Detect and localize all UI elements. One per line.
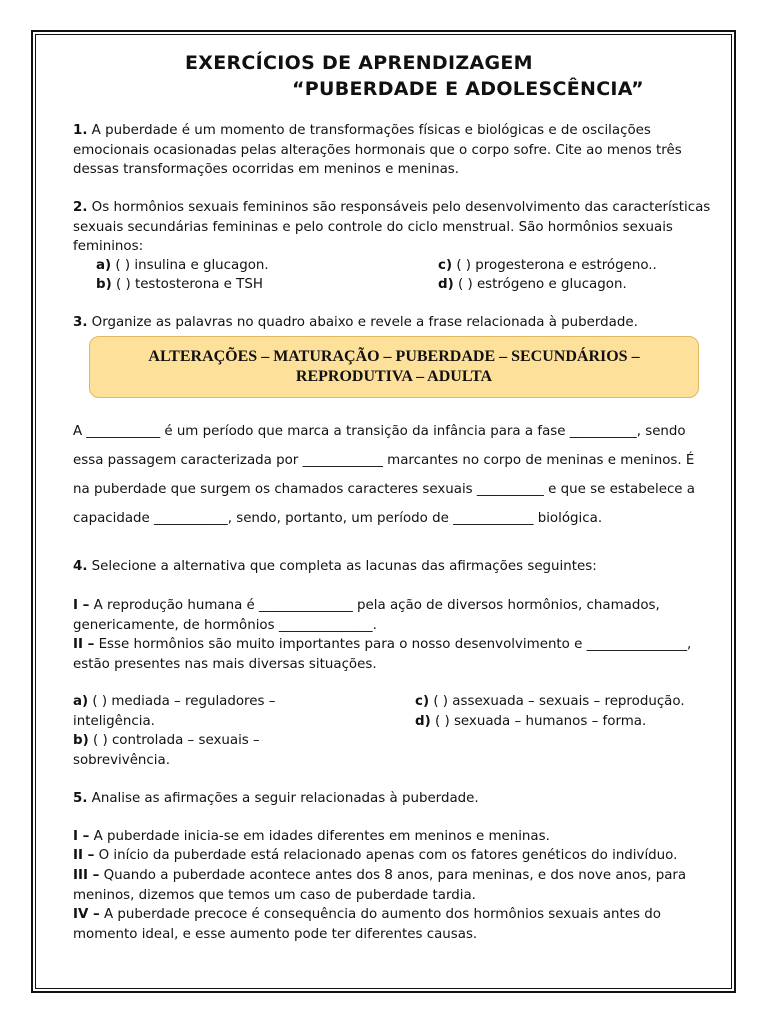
q4-option-d-letter: d) (415, 714, 431, 729)
q2-option-a-text: ( ) insulina e glucagon. (115, 258, 269, 273)
q5-statement-iv (73, 905, 718, 944)
q2-option-b-letter: b) (96, 277, 112, 292)
question-3-text: Organize as palavras no quadro abaixo e revele a frase relacionada à puberdade. (91, 315, 638, 330)
q5-statement-ii-label: II – (73, 848, 95, 863)
q4-statement-ii-label: II – (73, 637, 95, 652)
question-3 (73, 313, 718, 333)
q4-option-d-text: ( ) sexuada – humanos – forma. (434, 714, 647, 729)
q5-statement-ii-text: O início da puberdade está relacionado apenas com os fatores genéticos do indivíduo. (98, 848, 678, 863)
q2-option-c-text: ( ) progesterona e estrógeno.. (456, 258, 657, 273)
fill-line-1: A ___________ é um período que marca a transição da infância para a fase __________, sendo (73, 424, 686, 439)
question-2-text: Os hormônios sexuais femininos são responsáveis pelo desenvolvimento das características sexuais secundárias femininas e pelo controle do ciclo menstrual. São hormônios sexuais femininos: (73, 200, 711, 255)
q5-statement-iv-text: A puberdade precoce é consequência do aumento dos hormônios sexuais antes do momento ideal, e esse aumento pode ter diferentes causas. (73, 907, 661, 942)
q4-option-a-letter: a) (73, 694, 89, 709)
word-box-line-1: ALTERAÇÕES – MATURAÇÃO – PUBERDADE – SECUNDÁRIOS – (148, 348, 640, 365)
question-3-number: 3. (73, 315, 88, 330)
question-4 (73, 557, 718, 577)
q4-option-b-text: ( ) controlada – sexuais – sobrevivência. (73, 733, 260, 768)
q4-option-d[interactable] (415, 712, 646, 732)
q4-option-c-text: ( ) assexuada – sexuais – reprodução. (433, 694, 685, 709)
q2-option-d-letter: d) (438, 277, 454, 292)
q2-option-c-letter: c) (438, 258, 453, 273)
q5-statement-iii-text: Quando a puberdade acontece antes dos 8 anos, para meninas, e dos nove anos, para meninos, dizemos que temos um caso de puberdade tardia. (73, 868, 687, 903)
q5-statement-ii (73, 846, 718, 866)
q5-statement-i-label: I – (73, 829, 90, 844)
title-line-2: “PUBERDADE E ADOLESCÊNCIA” (292, 78, 644, 100)
fill-line-3: na puberdade que surgem os chamados caracteres sexuais __________ e que se estabelece a (73, 482, 696, 497)
q2-option-d-text: ( ) estrógeno e glucagon. (457, 277, 627, 292)
q5-statement-i (73, 827, 718, 847)
word-box-line-2: REPRODUTIVA – ADULTA (295, 368, 493, 385)
q4-statement-ii (73, 635, 718, 674)
q4-option-c[interactable] (415, 692, 685, 712)
q4-statement-i (73, 596, 718, 635)
question-5 (73, 789, 718, 809)
q4-statement-ii-text: Esse hormônios são muito importantes para o nosso desenvolvimento e _______________, estão presentes nas mais diversas situações. (73, 637, 692, 672)
q4-option-c-letter: c) (415, 694, 430, 709)
question-2 (73, 198, 718, 257)
question-1-number: 1. (73, 123, 88, 138)
q2-option-a-letter: a) (96, 258, 112, 273)
q2-option-b-text: ( ) testosterona e TSH (115, 277, 263, 292)
q2-option-a[interactable] (96, 256, 269, 276)
question-1 (73, 121, 718, 180)
question-5-text: Analise as afirmações a seguir relacionadas à puberdade. (91, 791, 479, 806)
question-4-number: 4. (73, 559, 88, 574)
fill-line-4: capacidade ___________, sendo, portanto, um período de ____________ biológica. (73, 511, 603, 526)
q5-statement-iii-label: III – (73, 868, 100, 883)
q5-statement-iv-label: IV – (73, 907, 100, 922)
q4-statement-i-text: A reprodução humana é ______________ pela ação de diversos hormônios, chamados, genericamente, de hormônios ______________. (73, 598, 660, 633)
q4-statement-i-label: I – (73, 598, 90, 613)
q4-option-b-letter: b) (73, 733, 89, 748)
q2-option-b[interactable] (96, 275, 263, 295)
title-line-1: EXERCÍCIOS DE APRENDIZAGEM (185, 52, 533, 74)
fill-line-2: essa passagem caracterizada por ____________ marcantes no corpo de meninas e meninos. É (73, 453, 695, 468)
q4-option-a-text: ( ) mediada – reguladores – inteligência. (73, 694, 276, 729)
q5-statement-i-text: A puberdade inicia-se em idades diferentes em meninos e meninas. (93, 829, 550, 844)
q2-option-d[interactable] (438, 275, 627, 295)
q2-option-c[interactable] (438, 256, 657, 276)
question-5-number: 5. (73, 791, 88, 806)
q5-statement-iii (73, 866, 718, 905)
question-4-text: Selecione a alternativa que completa as lacunas das afirmações seguintes: (91, 559, 597, 574)
question-1-text: A puberdade é um momento de transformações físicas e biológicas e de oscilações emocionais ocasionadas pelas alterações hormonais que o corpo sofre. Cite ao menos três dessas transformações ocorridas em meninos e meninas. (73, 123, 682, 178)
word-box (89, 336, 699, 398)
q4-option-a[interactable] (73, 692, 303, 731)
question-2-number: 2. (73, 200, 88, 215)
q4-option-b[interactable] (73, 731, 303, 770)
